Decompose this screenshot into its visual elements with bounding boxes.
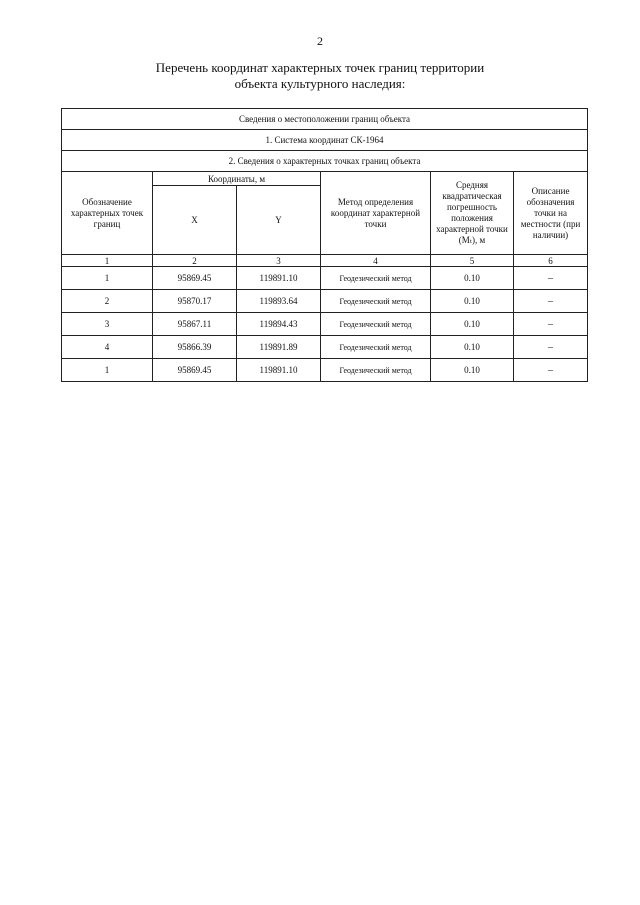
points-info: 2. Сведения о характерных точках границ объекта (62, 151, 588, 172)
column-number: 2 (153, 255, 237, 267)
description-cell: – (514, 313, 588, 336)
point-cell: 3 (62, 313, 153, 336)
y-cell: 119893.64 (237, 290, 321, 313)
table-row (62, 359, 588, 382)
document-title (0, 60, 640, 92)
table-row (62, 267, 588, 290)
header-y: Y (237, 186, 321, 255)
header-description: Описание обозначения точки на местности (при наличии) (514, 172, 588, 255)
coordinates-table (61, 108, 588, 382)
accuracy-cell: 0.10 (431, 290, 514, 313)
method-cell: Геодезический метод (321, 336, 431, 359)
header-coordinates: Координаты, м (153, 172, 321, 186)
header-accuracy: Средняя квадратическая погрешность положения характерной точки (Mₜ), м (431, 172, 514, 255)
accuracy-cell: 0.10 (431, 359, 514, 382)
description-cell: – (514, 336, 588, 359)
method-cell: Геодезический метод (321, 290, 431, 313)
header-point-designation: Обозначение характерных точек границ (62, 172, 153, 255)
column-number: 4 (321, 255, 431, 267)
method-cell: Геодезический метод (321, 267, 431, 290)
y-cell: 119891.10 (237, 267, 321, 290)
column-numbers-row (62, 255, 588, 267)
point-cell: 1 (62, 267, 153, 290)
section-title: Сведения о местоположении границ объекта (62, 109, 588, 130)
description-cell: – (514, 267, 588, 290)
method-cell: Геодезический метод (321, 359, 431, 382)
y-cell: 119891.89 (237, 336, 321, 359)
y-cell: 119894.43 (237, 313, 321, 336)
column-number: 3 (237, 255, 321, 267)
table-row (62, 313, 588, 336)
document-title-line-1: Перечень координат характерных точек границ территории (155, 60, 485, 75)
accuracy-cell: 0.10 (431, 336, 514, 359)
column-number: 6 (514, 255, 588, 267)
point-cell: 2 (62, 290, 153, 313)
table-row (62, 336, 588, 359)
y-cell: 119891.10 (237, 359, 321, 382)
document-title-line-2: объекта культурного наследия: (234, 76, 406, 91)
x-cell: 95867.11 (153, 313, 237, 336)
accuracy-cell: 0.10 (431, 267, 514, 290)
x-cell: 95866.39 (153, 336, 237, 359)
header-method: Метод определения координат характерной точки (321, 172, 431, 255)
description-cell: – (514, 359, 588, 382)
x-cell: 95869.45 (153, 267, 237, 290)
point-cell: 1 (62, 359, 153, 382)
table-row (62, 290, 588, 313)
method-cell: Геодезический метод (321, 313, 431, 336)
column-number: 1 (62, 255, 153, 267)
header-x: X (153, 186, 237, 255)
column-number: 5 (431, 255, 514, 267)
point-cell: 4 (62, 336, 153, 359)
description-cell: – (514, 290, 588, 313)
coordinate-system: 1. Система координат СК-1964 (62, 130, 588, 151)
x-cell: 95870.17 (153, 290, 237, 313)
x-cell: 95869.45 (153, 359, 237, 382)
accuracy-cell: 0.10 (431, 313, 514, 336)
page-number: 2 (317, 34, 323, 48)
